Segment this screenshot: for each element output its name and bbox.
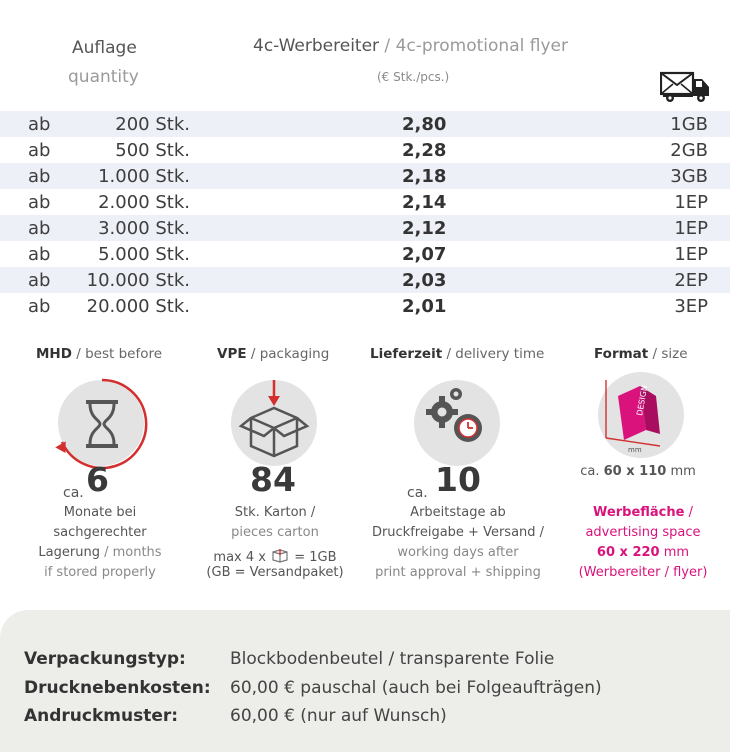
row-prefix: ab [28, 218, 51, 239]
row-shipping: 1EP [674, 192, 708, 213]
advertising-space-label: Werbefläche [593, 505, 685, 520]
row-prefix: ab [28, 244, 51, 265]
table-row [0, 111, 730, 137]
row-price: 2,18 [402, 166, 447, 187]
row-price: 2,14 [402, 192, 447, 213]
row-price: 2,03 [402, 270, 447, 291]
mhd-description: Monate bei sachgerechter Lagerung / months if stored properly [38, 505, 162, 580]
box-icon [231, 376, 317, 466]
table-row [0, 241, 730, 267]
table-row [0, 267, 730, 293]
detail-value: 60,00 € pauschal (auch bei Folgeaufträgen) [230, 678, 602, 698]
row-prefix: ab [28, 166, 51, 187]
parcel-icon [270, 549, 290, 563]
mhd-title: MHD / best before [36, 346, 163, 362]
row-shipping: 3GB [670, 166, 708, 187]
detail-row-costs [24, 678, 602, 698]
row-price: 2,28 [402, 140, 447, 161]
quantity-header-en: quantity [68, 67, 139, 87]
row-price: 2,01 [402, 296, 447, 317]
quantity-header: Auflage [72, 38, 137, 58]
table-row [0, 293, 730, 319]
row-prefix: ab [28, 270, 51, 291]
vpe-title: VPE / packaging [217, 346, 330, 362]
row-quantity: 3.000 Stk. [98, 218, 190, 239]
detail-label: Drucknebenkosten: [24, 678, 211, 698]
delivery-title: Lieferzeit / delivery time [370, 346, 545, 362]
detail-label: Verpackungstyp: [24, 649, 186, 669]
delivery-ca: ca. [407, 485, 428, 501]
price-table [0, 111, 730, 319]
detail-row-proof [24, 706, 447, 726]
detail-row-packaging [24, 649, 554, 669]
row-shipping: 2GB [670, 140, 708, 161]
gears-clock-icon [414, 380, 500, 466]
delivery-description: Arbeitstage ab Druckfreigabe + Versand / working days after print approval + shipping [371, 505, 545, 580]
flyer-mm-label: mm [628, 446, 642, 454]
flyer-design-label: DESIGN [635, 384, 650, 417]
row-quantity: 200 Stk. [115, 114, 190, 135]
row-prefix: ab [28, 192, 51, 213]
table-row [0, 189, 730, 215]
product-name-de: 4c-Werbereiter [253, 36, 380, 56]
row-prefix: ab [28, 140, 51, 161]
table-row [0, 137, 730, 163]
vpe-description: Stk. Karton / pieces carton [231, 505, 319, 540]
row-shipping: 1GB [670, 114, 708, 135]
mhd-ca: ca. [63, 485, 84, 501]
row-shipping: 2EP [674, 270, 708, 291]
vpe-shipping-note: max 4 x = 1GB (GB = Versandpaket) [206, 550, 344, 580]
row-shipping: 3EP [674, 296, 708, 317]
mhd-value: 6 [86, 460, 109, 499]
product-name-en: 4c-promotional flyer [395, 36, 568, 56]
row-quantity: 500 Stk. [115, 140, 190, 161]
flyer-size-icon [598, 372, 688, 458]
unit-note: (€ Stk./pcs.) [377, 70, 450, 84]
row-quantity: 2.000 Stk. [98, 192, 190, 213]
row-quantity: 1.000 Stk. [98, 166, 190, 187]
detail-value: 60,00 € (nur auf Wunsch) [230, 706, 447, 726]
delivery-value: 10 [435, 460, 481, 499]
row-shipping: 1EP [674, 244, 708, 265]
vpe-value: 84 [250, 460, 296, 499]
row-quantity: 10.000 Stk. [86, 270, 190, 291]
row-price: 2,80 [402, 114, 447, 135]
truck-mail-icon [660, 70, 710, 104]
format-size: ca. 60 x 110 mm [580, 464, 696, 479]
row-quantity: 5.000 Stk. [98, 244, 190, 265]
row-prefix: ab [28, 296, 51, 317]
table-row [0, 163, 730, 189]
table-row [0, 215, 730, 241]
product-separator: / [379, 36, 396, 56]
product-header [253, 36, 568, 56]
row-price: 2,07 [402, 244, 447, 265]
format-description: Werbefläche / advertising space 60 x 220 mm (Werbereiter / flyer) [578, 505, 708, 580]
format-title: Format / size [594, 346, 688, 362]
detail-label: Andruckmuster: [24, 706, 179, 726]
detail-value: Blockbodenbeutel / transparente Folie [230, 649, 555, 669]
row-prefix: ab [28, 114, 51, 135]
row-shipping: 1EP [674, 218, 708, 239]
row-quantity: 20.000 Stk. [86, 296, 190, 317]
row-price: 2,12 [402, 218, 447, 239]
